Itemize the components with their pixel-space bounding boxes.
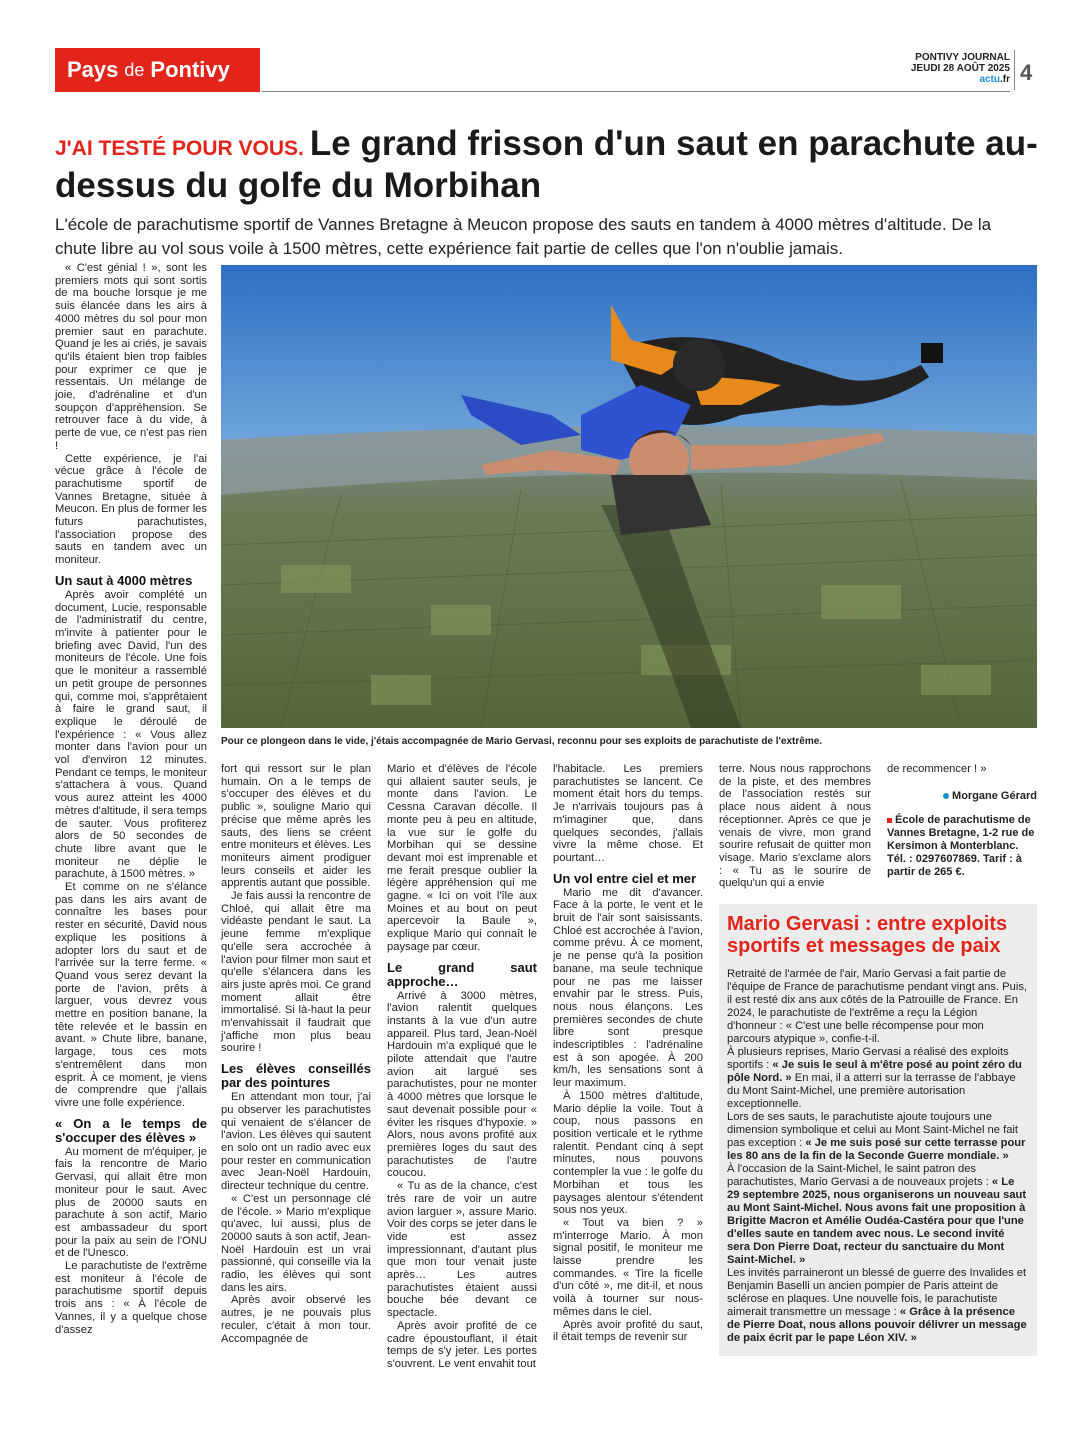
skydiving-photo: [221, 265, 1037, 728]
sidebar-paragraph: [727, 1111, 1029, 1163]
bullet-icon: [943, 793, 949, 799]
article-column-3: [387, 763, 537, 1371]
section-name-part3: Pontivy: [150, 57, 230, 82]
text-run: À l'occasion de la Saint-Michel, le saint patron des parachutistes, Mario Gervasi a de nouveaux projets :: [727, 1163, 992, 1188]
paragraph: de recommencer ! »: [887, 763, 987, 775]
sidebar-paragraph: [727, 1046, 1029, 1111]
subheading: « On a le temps de s'occuper des élèves »: [55, 1115, 207, 1145]
text-run: Les invités parraineront un blessé de guerre des Invalides et Benjamin Baselli un ancien pompier de Paris atteint de sclérose en plaques. Une nouvelle fois, le parachutiste aimerait transmettre un message :: [727, 1267, 1027, 1318]
paragraph: À 1500 mètres d'altitude, Mario déplie la voile. Tout à coup, nous passons en position verticale et le rythme ralentit. Pendant cinq à sept minutes, nous pouvons contempler la vue : le golfe du Morbihan et tous les paysages alentour s'étendent sous nos yeux.: [553, 1089, 703, 1217]
paragraph: terre. Nous nous rapprochons de la piste, et des membres de l'association restés sur place nous aident à nous réceptionner. Après ce que je venais de vivre, mon grand sourire refusait de quitter mon visage. Mario s'exclame alors : « Tu as le sourire de quelqu'un qui a envie: [719, 763, 871, 890]
paragraph: Mario et d'élèves de l'école qui allaient sauter seuls, je monte dans l'avion. Le Cessna Caravan décolle. Il monte peu à peu en altitude, la vue sur le golfe du Morbihan qui se dessine devant moi est imprenable et me ferait presque oublier la légère appréhension qui me gagne. « Ici on voit l'île aux Moines et au bout on peut apercevoir la Baule », explique Mario qui connaît le paysage par cœur.: [387, 763, 537, 953]
article-column-6: [887, 763, 1037, 879]
page-number: 4: [1020, 60, 1033, 85]
sidebar-text: [727, 968, 1029, 1345]
paragraph: Cette expérience, je l'ai vécue grâce à l'école de parachutisme sportif de Vannes Bretagne, située à Meucon. En plus de former les futurs parachutistes, l'association propose des sauts en tandem avec un moniteur.: [55, 452, 207, 567]
paragraph: « Tout va bien ? » m'interroge Mario. À mon signal positif, le moniteur me laisse prendre les commandes. « Tire la ficelle d'un côté », me dit-il, et nous voilà à tourner sur nous-mêmes dans le ciel.: [553, 1216, 703, 1318]
sidebar-title: Mario Gervasi : entre exploits sportifs et messages de paix: [727, 913, 1008, 957]
sidebar-paragraph: [727, 1267, 1029, 1345]
paragraph: Arrivé à 3000 mètres, l'avion ralentit quelques instants à la vue d'un autre appareil. Plus tard, Jean-Noël Hardouin m'a expliqué que le pilote attendait que l'autre avion ait largué ses parachutistes, pour ne monter à 4000 mètres que lorsque le saut devenait possible pour « éviter les risques d'hypoxie. » Alors, nous avons profité aux premières loges du saut des parachutistes de l'autre coucou.: [387, 989, 537, 1180]
paragraph: « Tu as de la chance, c'est très rare de voir un autre avion larguer », assure Mario. Voir des corps se jeter dans le vide est assez impressionnant, d'autant plus que mon tour venait juste après… Les autres parachutistes étaient aussi bouche bée devant ce spectacle.: [387, 1180, 537, 1320]
site-name[interactable]: actu: [979, 74, 1000, 85]
site-extension: .fr: [1000, 74, 1010, 85]
article-standfirst: L'école de parachutisme sportif de Vannes Bretagne à Meucon propose des sauts en tandem à 4000 mètres d'altitude. De la chute libre au vol sous voile à 1500 mètres, cette expérience fait partie de celles que l'on n'oublie jamais.: [55, 215, 992, 258]
sidebar-paragraph: [727, 1163, 1029, 1267]
quote-run: « Je suis le seul à m'être posé au point zéro du pôle Nord. »: [727, 1059, 1022, 1084]
paragraph: Je fais aussi la rencontre de Chloé, qui allait être ma vidéaste pendant le saut. La jeune femme m'explique qu'elle sera accrochée à l'avion pour filmer mon saut et qu'elle s'élancera dans les airs juste après moi. Ce grand moment allait être immortalisé. Si là-haut la peur m'envahissait il faudrait que j'affiche mon plus beau sourire !: [221, 890, 371, 1055]
subheading: Un saut à 4000 mètres: [55, 572, 193, 588]
quote-run: « Le 29 septembre 2025, nous organiserons un nouveau saut au Mont Saint-Michel. Nous avons fait une proposition à Brigitte Macron et Amélie Oudéa-Castéra pour que l'une d'elles saute en tandem avec nous. Le second invité sera Don Pierre Doat, recteur du sanctuaire du Mont Saint-Michel. »: [727, 1176, 1027, 1266]
paragraph: Mario me dit d'avancer. Face à la porte, le vent et le bruit de l'air sont saisissants. Chloé est accrochée à l'avion, comme prévu. À ce moment, je ne pense qu'à la position banane, ma seule technique pour ne pas me laisser envahir par le stress. Puis, nous nous élançons. Les premières secondes de chute libre sont presque indescriptibles : l'adrénaline est à son apogée. À 200 km/h, les sensations sont à leur maximum.: [553, 886, 703, 1090]
header-vertical-divider: [1014, 50, 1015, 90]
article-title: Le grand frisson d'un saut en parachute au-dessus du golfe du Morbihan: [55, 124, 1038, 205]
paragraph: Après avoir complété un document, Lucie, responsable de l'administratif du centre, m'invite à patienter pour le briefing avec David, l'un des moniteurs de l'école. Une fois que le moniteur a rassemblé un petit groupe de personnes qui, comme moi, s'apprêtaient à faire le grand saut, il explique le déroulé de l'expérience : « Vous allez monter dans l'avion pour un vol d'environ 12 minutes. Pendant ce temps, le moniteur s'attachera à vous. Quand vous aurez atteint les 4000 mètres d'altitude, il sera temps de sauter. Vous profiterez alors de 50 secondes de chute libre avant que le moniteur ne déplie le parachute, à 1500 mètres. »: [55, 588, 207, 881]
paragraph: l'habitacle. Les premiers parachutistes se lancent. Ce moment était hors du temps. Je n'arrivais toujours pas à m'imaginer que, dans quelques secondes, j'allais vivre la même chose. Et pourtant…: [553, 763, 703, 864]
practical-info: [887, 814, 1037, 879]
paragraph: Après avoir profité du saut, il était temps de revenir sur: [553, 1318, 703, 1344]
section-banner: [55, 48, 260, 92]
subheading: Un vol entre ciel et mer: [553, 870, 697, 886]
author-name: Morgane Gérard: [952, 789, 1037, 802]
paragraph: Et comme on ne s'élance pas dans les airs avant de connaître les bases pour rester en sécurité, David nous explique les positions à adopter lors du saut et de l'arrivée sur la terre ferme. « Quand vous serez devant la porte de l'avion, prêts à larguer, vous devrez vous mettre en position banane, la tête relevée et le bassin en avant. » Chute libre, banane, largage, tous ces mots s'entremêlent dans mon esprit. À ce moment, je viens de comprendre que j'allais vivre une folle expérience.: [55, 881, 207, 1109]
publication-info: [880, 52, 1010, 85]
publication-name: PONTIVY JOURNAL: [915, 52, 1010, 63]
article-column-2: [221, 763, 371, 1345]
subheading: Les élèves conseillés par des pointures: [221, 1061, 371, 1091]
square-bullet-icon: [887, 818, 892, 823]
article-kicker: J'AI TESTÉ POUR VOUS.: [55, 137, 304, 160]
paragraph: En attendant mon tour, j'ai pu observer les parachutistes qui venaient de s'élancer de l'avion. Les élèves qui sautent en solo ont un radio avec eux pour rester en communication avec Jean-Noël Hardouin, directeur technique du centre.: [221, 1091, 371, 1193]
practical-info-text: École de parachutisme de Vannes Bretagne, 1-2 rue de Kersimon à Monterblanc. Tél. : 0297607869. Tarif : à partir de 265 €.: [887, 814, 1035, 879]
article-headline: [55, 125, 1045, 204]
paragraph: fort qui ressort sur le plan humain. On a le temps de s'occuper des élèves et du public », souligne Mario qui précise que même après les sauts, des liens se créent entre moniteurs et élèves. Les moniteurs aiment prodiguer leurs conseils et aider les apprentis autant que possible.: [221, 763, 371, 890]
article-column-4: [553, 763, 703, 1344]
article-column-1: [55, 262, 207, 1336]
text-run: En mai, il a atterri sur la terrasse de l'abbaye du Mont Saint-Michel, une première autorisation exceptionnelle.: [727, 1072, 1016, 1110]
paragraph: Après avoir observé les autres, je ne pouvais plus reculer, c'était à mon tour. Accompagnée de: [221, 1294, 371, 1345]
subheading: Le grand saut approche…: [387, 959, 537, 989]
article-column-5: [719, 763, 871, 890]
paragraph: Au moment de m'équiper, je fais la rencontre de Mario Gervasi, qui allait être mon moniteur pour le saut. Avec plus de 20000 sauts en parachute à son actif, Mario est ambassadeur du sport pour la paix au sein de l'ONU et de l'Unesco.: [55, 1145, 207, 1260]
text-run: À plusieurs reprises, Mario Gervasi a réalisé des exploits sportifs :: [727, 1046, 1009, 1071]
section-name-part1: Pays: [67, 57, 119, 82]
text-run: Lors de ses sauts, le parachutiste ajoute toujours une dimension symbolique et celui au Mont Saint-Michel ne fait pas exception :: [727, 1111, 1019, 1149]
paragraph: Le parachutiste de l'extrême est moniteur à l'école de parachutisme sportif depuis trois ans : « À l'école de Vannes, il y a quelque chose d'assez: [55, 1260, 207, 1336]
section-name-part2: de: [124, 59, 145, 80]
paragraph: Après avoir profité de ce cadre époustouflant, il était temps de s'y jeter. Les portes s'ouvrent. Le vent envahit tout: [387, 1319, 537, 1370]
publication-date: JEUDI 28 AOÛT 2025: [910, 63, 1010, 74]
article-author: [887, 790, 1037, 803]
quote-run: « Grâce à la présence de Pierre Doat, nous allons pouvoir délivrer un message de paix écrit par le pape Léon XIV. »: [727, 1306, 1027, 1344]
sidebar-paragraph: Retraité de l'armée de l'air, Mario Gervasi a fait partie de l'équipe de France de parachutisme pendant vingt ans. Puis, il est resté dix ans aux côtés de la Patrouille de France. En 2024, le parachutiste de l'extrême a reçu la Légion d'honneur : « C'est une belle récompense pour mon parcours atypique », confie-t-il.: [727, 968, 1028, 1045]
paragraph: « C'est génial ! », sont les premiers mots qui sont sortis de ma bouche lorsque je me suis élancée dans les airs à 4000 mètres du sol pour mon premier saut en parachute. Quand je les ai criés, je savais qu'ils étaient bien trop faibles pour exprimer ce que je ressentais. Un mélange de joie, d'adrénaline et d'un soupçon d'appréhension. Se retrouver face à du vide, à perte de vue, ce n'est pas rien !: [55, 262, 207, 452]
header-divider: [262, 91, 1010, 92]
quote-run: « Je me suis posé sur cette terrasse pour les 80 ans de la fin de la Seconde Guerre mondiale. »: [727, 1137, 1026, 1162]
photo-caption: Pour ce plongeon dans le vide, j'étais accompagnée de Mario Gervasi, reconnu pour ses exploits de parachutiste de l'extrême.: [221, 736, 823, 747]
paragraph: « C'est un personnage clé de l'école. » Mario m'explique qu'avec, lui aussi, plus de 20000 sauts à son actif, Jean-Noël Hardouin est un vrai passionné, qui conseille via la radio, les élèves qui sont dans les airs.: [221, 1192, 371, 1294]
